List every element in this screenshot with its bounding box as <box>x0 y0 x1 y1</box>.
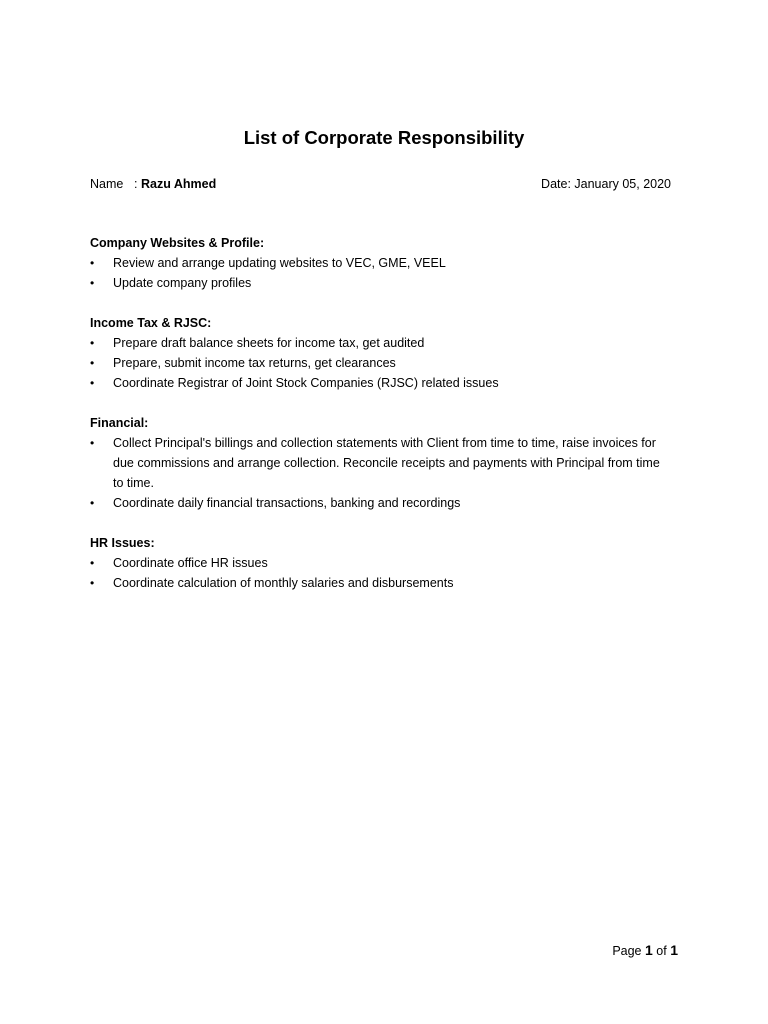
page-number-footer <box>612 940 678 961</box>
bullet-icon: • <box>90 576 95 590</box>
list-item-text: Collect Principal's billings and collection statements with Client from time to time, raise invoices for due commissions and arrange collection. Reconcile receipts and payments with Principal from time to time. <box>113 436 660 490</box>
bullet-list <box>90 333 672 393</box>
list-item-text: Update company profiles <box>113 276 252 290</box>
bullet-icon: • <box>90 436 95 450</box>
page-word: Page <box>612 944 642 958</box>
bullet-list <box>90 433 672 513</box>
current-page-number: 1 <box>645 942 653 958</box>
list-item <box>90 553 672 573</box>
list-item-text: Review and arrange updating websites to VEC, GME, VEEL <box>113 256 446 270</box>
bullet-list <box>90 553 672 593</box>
name-value: Razu Ahmed <box>140 177 217 191</box>
list-item-text: Prepare, submit income tax returns, get clearances <box>113 356 396 370</box>
list-item <box>90 493 672 513</box>
section-heading: Company Websites & Profile: <box>90 236 265 250</box>
bullet-icon: • <box>90 256 95 270</box>
date-field: Date: January 05, 2020 <box>541 177 671 191</box>
name-field <box>90 174 216 194</box>
document-title: List of Corporate Responsibility <box>243 127 525 148</box>
list-item-text: Coordinate calculation of monthly salaries and disbursements <box>113 576 454 590</box>
section-heading: HR Issues: <box>90 536 155 550</box>
section-company-websites <box>90 233 672 293</box>
section-financial <box>90 413 672 513</box>
list-item <box>90 273 672 293</box>
list-item <box>90 253 672 273</box>
list-item <box>90 353 672 373</box>
bullet-icon: • <box>90 496 95 510</box>
list-item-text: Coordinate Registrar of Joint Stock Companies (RJSC) related issues <box>113 376 499 390</box>
bullet-icon: • <box>90 376 95 390</box>
bullet-icon: • <box>90 556 95 570</box>
meta-row <box>90 174 671 194</box>
list-item <box>90 333 672 353</box>
of-word: of <box>656 944 667 958</box>
document-body <box>90 233 672 613</box>
total-pages-number: 1 <box>670 942 678 958</box>
bullet-icon: • <box>90 276 95 290</box>
name-label: Name <box>90 177 124 191</box>
list-item <box>90 433 672 493</box>
bullet-list <box>90 253 672 293</box>
list-item-text: Coordinate daily financial transactions, banking and recordings <box>113 496 461 510</box>
list-item-text: Coordinate office HR issues <box>113 556 268 570</box>
section-hr-issues <box>90 533 672 593</box>
section-heading: Income Tax & RJSC: <box>90 316 212 330</box>
list-item <box>90 373 672 393</box>
section-heading: Financial: <box>90 416 149 430</box>
list-item-text: Prepare draft balance sheets for income tax, get audited <box>113 336 425 350</box>
list-item <box>90 573 672 593</box>
name-separator: : <box>134 177 138 191</box>
bullet-icon: • <box>90 356 95 370</box>
section-income-tax <box>90 313 672 393</box>
bullet-icon: • <box>90 336 95 350</box>
